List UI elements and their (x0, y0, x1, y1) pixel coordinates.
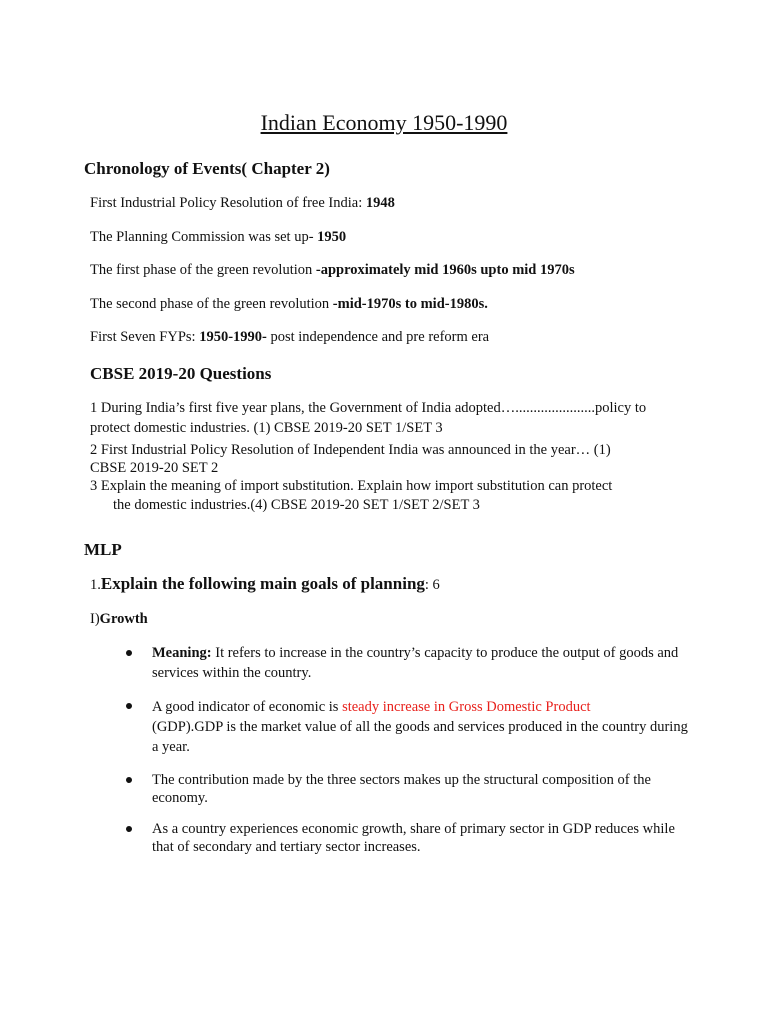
question-3-line-2: the domestic industries.(4) CBSE 2019-20 SET 1/SET 2/SET 3 (113, 497, 480, 513)
mlp-heading: MLP (84, 540, 122, 559)
bullet-growth-shift: As a country experiences economic growth, share of primary sector in GDP reduces while that of secondary and tertiary sector increases. (152, 821, 675, 855)
chronology-item: The first phase of the green revolution -approximately mid 1960s upto mid 1970s (90, 262, 575, 278)
mlp-question: 1.Explain the following main goals of planning: 6 (90, 574, 440, 593)
chronology-heading: Chronology of Events( Chapter 2) (84, 159, 330, 178)
subsection-growth: I)Growth (90, 611, 148, 627)
question-2-line-1: 2 First Industrial Policy Resolution of Independent India was announced in the year… (1) (90, 442, 611, 458)
bullet-icon (126, 777, 132, 783)
question-1-line-1: 1 During India’s first five year plans, the Government of India adopted…......................policy to (90, 400, 647, 416)
bullet-icon (126, 703, 132, 709)
question-1-line-2: protect domestic industries. (1) CBSE 2019-20 SET 1/SET 3 (90, 420, 443, 436)
question-2-line-2: CBSE 2019-20 SET 2 (90, 460, 219, 476)
chronology-item: The Planning Commission was set up- 1950 (90, 229, 347, 245)
page-title: Indian Economy 1950-1990 (260, 110, 508, 135)
chronology-item: The second phase of the green revolution -mid-1970s to mid-1980s. (90, 296, 488, 312)
bullet-icon (126, 826, 132, 832)
cbse-heading: CBSE 2019-20 Questions (90, 364, 272, 383)
bullet-meaning: Meaning: It refers to increase in the country’s capacity to produce the output of goods and services within the country. (152, 645, 679, 681)
chronology-item: First Seven FYPs: 1950-1990- post independence and pre reform era (90, 329, 490, 345)
bullet-sectors: The contribution made by the three sectors makes up the structural composition of the economy. (152, 772, 651, 806)
bullet-icon (126, 650, 132, 656)
question-3-line-1: 3 Explain the meaning of import substitution. Explain how import substitution can protect (90, 478, 613, 494)
chronology-item: First Industrial Policy Resolution of free India: 1948 (90, 195, 395, 211)
bullet-gdp: A good indicator of economic is steady increase in Gross Domestic Product (GDP).GDP is the market value of all the goods and services produced in the country during a year. (152, 699, 688, 755)
